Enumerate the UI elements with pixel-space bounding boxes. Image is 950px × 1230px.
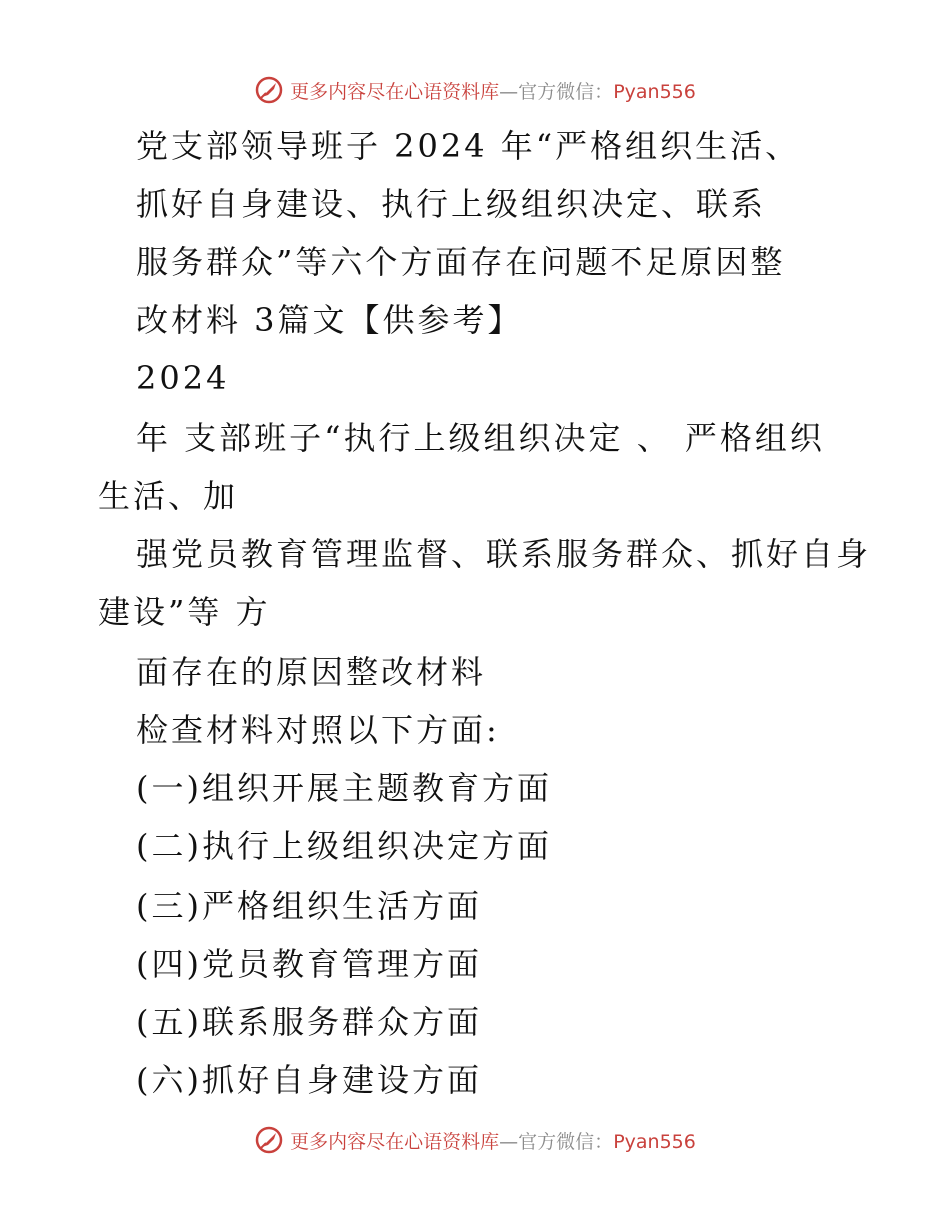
doc-title-line-4: 改材料 3篇文【供参考】: [136, 301, 523, 339]
doc-text-line: 年 支部班子“执行上级组织决定 、 严格组织: [136, 419, 825, 457]
doc-text-line: 面存在的原因整改材料: [136, 653, 487, 691]
doc-title-line-3: 服务群众”等六个方面存在问题不足原因整: [136, 243, 786, 281]
footer-watermark-banner: [0, 1120, 950, 1160]
doc-text-line: 2024: [136, 359, 230, 397]
quill-logo-icon: [254, 75, 284, 105]
watermark-text: 更多内容尽在心语资料库—官方微信：Pyan556: [290, 1130, 696, 1153]
list-item: (四)党员教育管理方面: [136, 945, 482, 983]
doc-text-line: 强党员教育管理监督、联系服务群众、抓好自身: [136, 535, 872, 573]
doc-text-line: 检查材料对照以下方面:: [136, 711, 500, 749]
quill-logo-icon: [254, 1125, 284, 1155]
header-watermark-banner: [0, 70, 950, 110]
list-item: (二)执行上级组织决定方面: [136, 827, 552, 865]
list-item: (一)组织开展主题教育方面: [136, 769, 552, 807]
list-item: (五)联系服务群众方面: [136, 1003, 482, 1041]
doc-text-line: 建设”等 方: [98, 593, 271, 631]
watermark-text: 更多内容尽在心语资料库—官方微信：Pyan556: [290, 80, 696, 103]
doc-text-line: 生活、加: [98, 477, 239, 515]
list-item: (六)抓好自身建设方面: [136, 1061, 482, 1099]
doc-title-line-1: 党支部领导班子 2024 年“严格组织生活、: [136, 127, 801, 165]
doc-title-line-2: 抓好自身建设、执行上级组织决定、联系: [136, 185, 767, 223]
list-item: (三)严格组织生活方面: [136, 887, 482, 925]
